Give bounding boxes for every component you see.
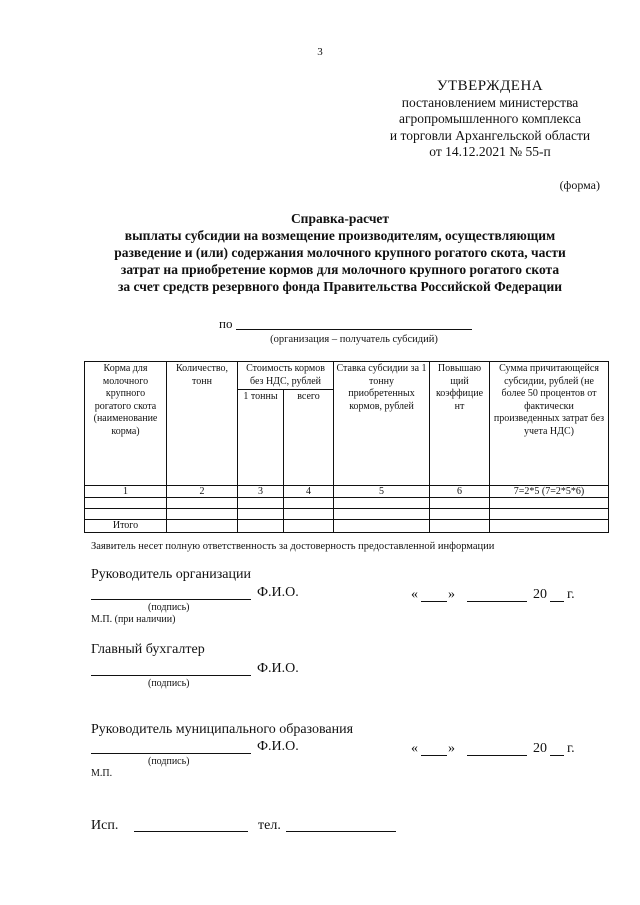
title-line: выплаты субсидии на возмещение производителям, осуществляющим [124, 228, 556, 243]
cell[interactable] [167, 509, 238, 520]
date-open-quote: « [411, 587, 418, 602]
column-number: 4 [284, 486, 334, 498]
chief-accountant-fio: Ф.И.О. [257, 661, 299, 676]
column-number: 3 [238, 486, 284, 498]
declaration-text: Заявитель несет полную ответственность за достоверность предоставленной информации [91, 541, 495, 552]
column-number: 7=2*5 (7=2*5*6) [490, 486, 609, 498]
approval-block [360, 78, 620, 161]
head-municipal-sign-caption: (подпись) [148, 756, 190, 767]
header-feed: Корма для молочного крупного рогатого скота (наименование корма) [85, 362, 167, 486]
cell[interactable] [334, 509, 430, 520]
total-row [85, 520, 609, 533]
executor-label: Исп. [91, 818, 119, 833]
approval-line: от 14.12.2021 № 55-п [429, 144, 551, 159]
column-number: 2 [167, 486, 238, 498]
title-line: за счет средств резервного фонда Правительства Российской Федерации [117, 279, 563, 294]
approval-heading: УТВЕРЖДЕНА [436, 78, 544, 94]
column-number: 5 [334, 486, 430, 498]
cell[interactable] [490, 509, 609, 520]
column-numbers-row [85, 486, 609, 498]
chief-accountant-sign-caption: (подпись) [148, 678, 190, 689]
head-municipal-stamp: М.П. [91, 768, 113, 779]
cell[interactable] [167, 498, 238, 509]
executor-field[interactable] [134, 831, 248, 832]
head-municipal-title: Руководитель муниципального образования [91, 722, 354, 737]
cell[interactable] [238, 509, 284, 520]
head-org-signature-line[interactable] [91, 599, 251, 600]
head-municipal-signature-line[interactable] [91, 753, 251, 754]
phone-label: тел. [258, 818, 281, 833]
cell[interactable] [334, 498, 430, 509]
date-year-field[interactable] [550, 755, 564, 756]
head-org-fio: Ф.И.О. [257, 585, 299, 600]
approval-line: агропромышленного комплекса [399, 111, 581, 126]
header-coefficient: Повышаю щий коэффицие нт [430, 362, 490, 486]
page-number: 3 [317, 46, 323, 58]
approval-line: и торговли Архангельской области [389, 127, 591, 143]
head-municipal-fio: Ф.И.О. [257, 739, 299, 754]
cell[interactable] [490, 520, 609, 533]
column-number: 1 [85, 486, 167, 498]
header-quantity: Количество, тонн [167, 362, 238, 486]
cell[interactable] [430, 498, 490, 509]
cell[interactable] [85, 498, 167, 509]
title-line: разведение и (или) содержания молочного крупного рогатого скота, части [114, 245, 566, 260]
column-number: 6 [430, 486, 490, 498]
date-day-field[interactable] [421, 755, 447, 756]
recipient-field[interactable] [236, 329, 472, 330]
cell[interactable] [238, 520, 284, 533]
date-open-quote: « [411, 741, 418, 756]
header-subsidy: Сумма причитающейся субсидии, рублей (не более 50 процентов от фактически произведенных затрат без учета НДС) [490, 362, 609, 486]
date-day-field[interactable] [421, 601, 447, 602]
date-year-field[interactable] [550, 601, 564, 602]
header-cost-per-ton: 1 тонны [238, 390, 284, 486]
cell[interactable] [284, 509, 334, 520]
table-row [85, 498, 609, 509]
date-year-prefix: 20 [533, 741, 547, 756]
chief-accountant-signature-line[interactable] [91, 675, 251, 676]
head-org-stamp: М.П. (при наличии) [91, 614, 176, 625]
cell[interactable] [490, 498, 609, 509]
cell[interactable] [85, 509, 167, 520]
cell[interactable] [167, 520, 238, 533]
document-title [60, 210, 620, 295]
header-cost-total: всего [284, 390, 334, 486]
date-month-field[interactable] [467, 755, 527, 756]
form-label: (форма) [559, 178, 600, 192]
calculation-table [84, 361, 609, 533]
table-row [85, 509, 609, 520]
title-line: Справка-расчет [290, 211, 390, 226]
header-rate: Ставка субсидии за 1 тонну приобретенных кормов, рублей [334, 362, 430, 486]
date-close-quote: » [448, 741, 455, 756]
cell[interactable] [238, 498, 284, 509]
head-org-title: Руководитель организации [91, 567, 251, 582]
recipient-prefix: по [219, 316, 233, 331]
approval-line: постановлением министерства [401, 94, 579, 110]
header-cost: Стоимость кормов без НДС, рублей [238, 362, 334, 390]
chief-accountant-title: Главный бухгалтер [91, 642, 205, 657]
date-year-suffix: г. [567, 587, 575, 602]
date-year-prefix: 20 [533, 587, 547, 602]
date-year-suffix: г. [567, 741, 575, 756]
date-close-quote: » [448, 587, 455, 602]
cell[interactable] [430, 520, 490, 533]
cell[interactable] [284, 498, 334, 509]
title-line: затрат на приобретение кормов для молочного крупного рогатого скота [120, 262, 560, 277]
cell[interactable] [284, 520, 334, 533]
cell[interactable] [430, 509, 490, 520]
recipient-caption: (организация – получатель субсидий) [270, 334, 438, 345]
head-org-sign-caption: (подпись) [148, 602, 190, 613]
total-label: Итого [85, 520, 167, 533]
cell[interactable] [334, 520, 430, 533]
date-month-field[interactable] [467, 601, 527, 602]
phone-field[interactable] [286, 831, 396, 832]
